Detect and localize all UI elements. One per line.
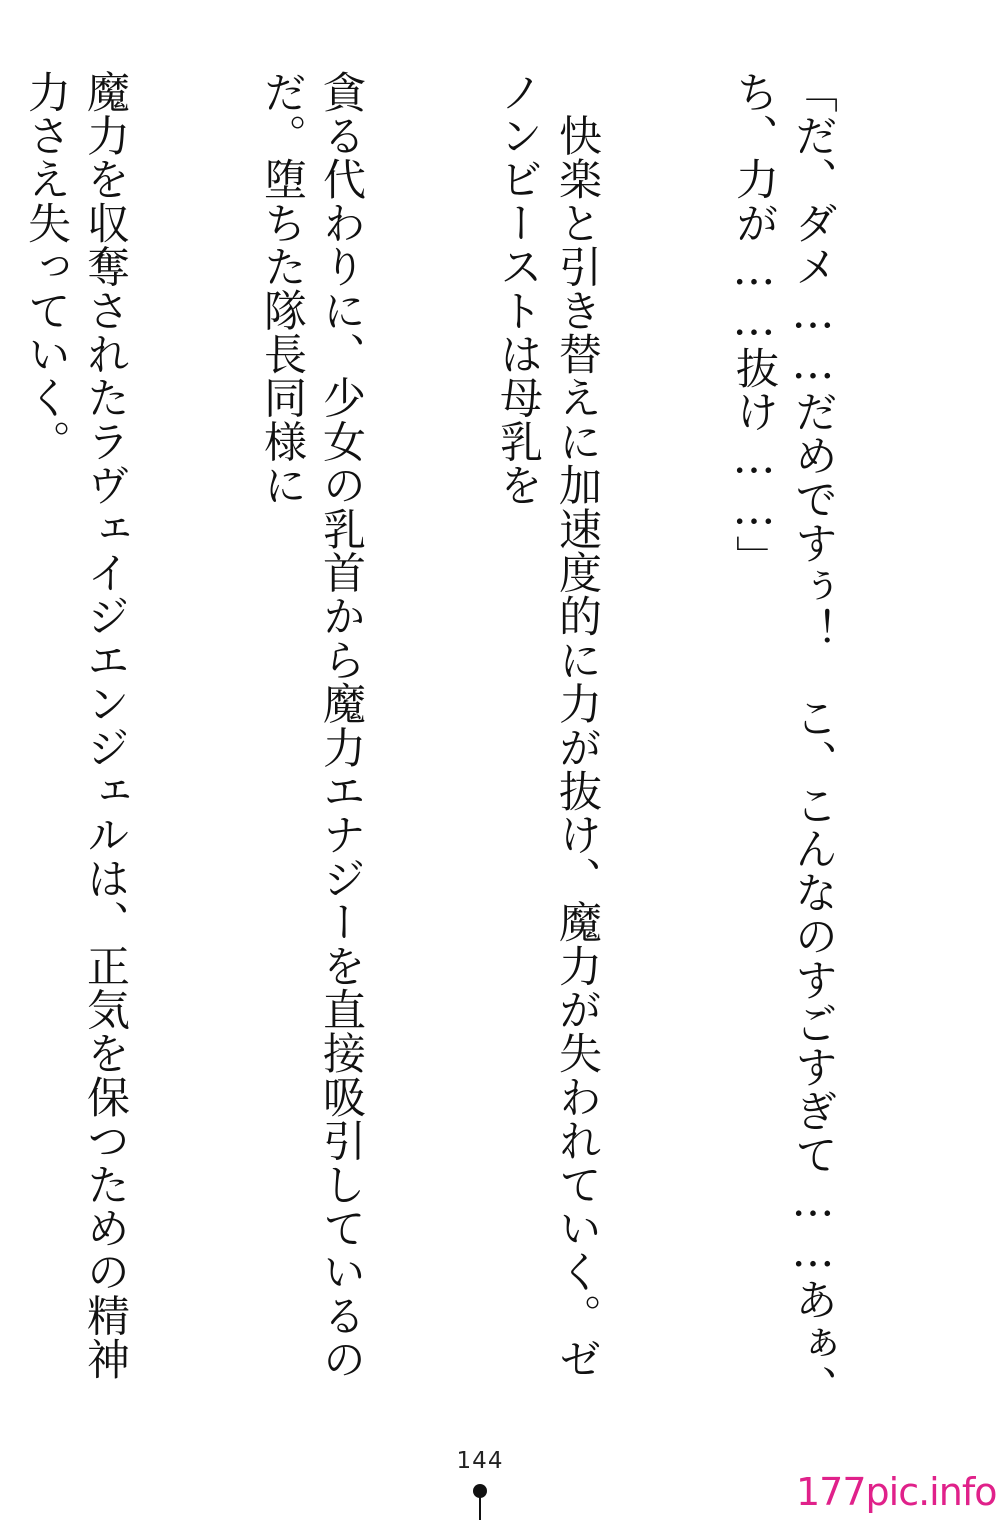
text-line: 「だ、ダメ……だめですぅ！ こ、こんなのすごすぎて……あぁ、ち、力が……抜け……」 (729, 70, 838, 1409)
text-line: 貪る代わりに、少女の乳首から魔力エナジーを直接吸引しているのだ。堕ちた隊長同様に (257, 70, 366, 1381)
page-number: 144 (456, 1448, 504, 1474)
marker-line (479, 1496, 481, 1520)
text-line: 快楽と引き替えに加速度的に力が抜け、魔力が失われていく。ゼノンビーストは母乳を (493, 70, 602, 1381)
page-marker-icon (473, 1484, 487, 1520)
text-line: 魔力を収奪されたラヴェイジエンジェルは、正気を保つための精神力さえ失っていく。 (21, 70, 130, 1381)
body-text (21, 70, 960, 1420)
watermark: 177pic.info (796, 1470, 997, 1514)
